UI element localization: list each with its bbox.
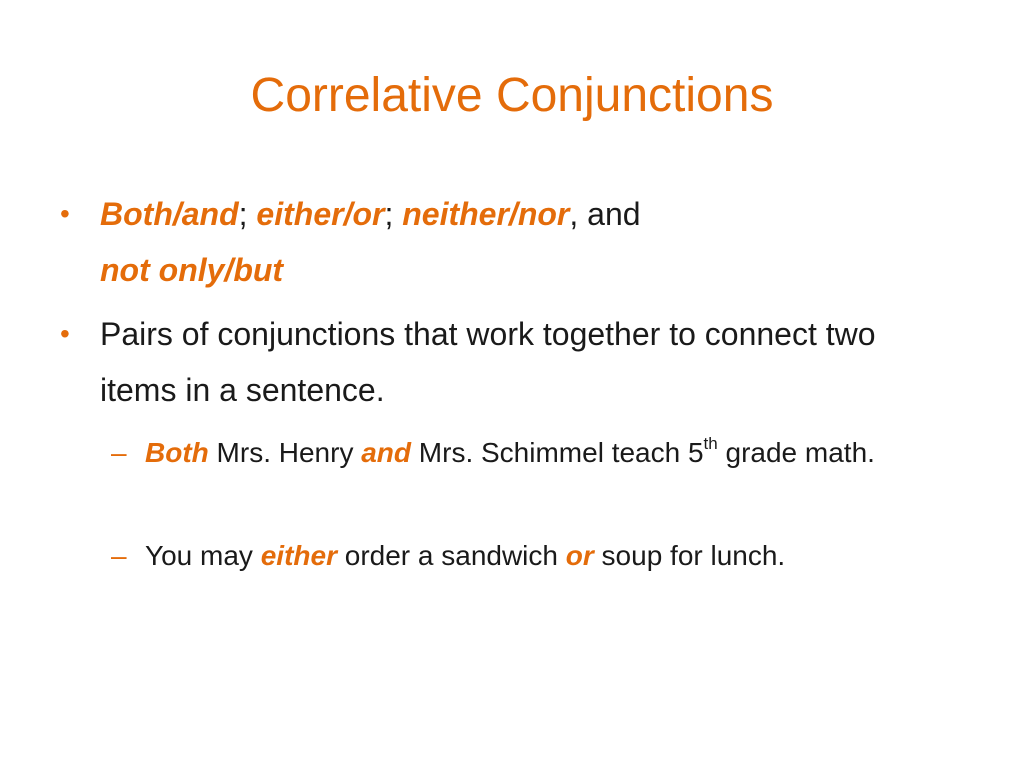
example-keyword: or	[565, 540, 594, 571]
ordinal-superscript: th	[703, 433, 718, 453]
term-not-only-but: not only/but	[100, 252, 284, 288]
sub-bullet-marker: –	[111, 540, 127, 571]
term-neither-nor: neither/nor	[402, 196, 570, 232]
separator: ;	[238, 196, 248, 232]
separator: ;	[384, 196, 394, 232]
example-text: grade math.	[717, 437, 875, 468]
bullet-definition	[60, 306, 960, 418]
example-keyword: Both	[145, 437, 209, 468]
example-keyword: and	[361, 437, 412, 468]
sub-bullet-marker: –	[111, 437, 127, 468]
term-either-or: either/or	[256, 196, 385, 232]
separator: , and	[569, 196, 641, 232]
example-either-or	[111, 531, 905, 580]
example-text: You may	[145, 540, 261, 571]
example-both-and	[111, 428, 905, 477]
slide-title: Correlative Conjunctions	[250, 69, 774, 122]
bullet-marker: •	[60, 198, 70, 229]
definition-text: Pairs of conjunctions that work together to connect two items in a sentence.	[100, 316, 876, 408]
example-text: Mrs. Henry	[208, 437, 362, 468]
example-text: Mrs. Schimmel teach 5	[411, 437, 704, 468]
example-text: order a sandwich	[336, 540, 566, 571]
bullet-correlative-pairs	[60, 186, 960, 298]
example-keyword: either	[260, 540, 337, 571]
term-both-and: Both/and	[100, 196, 239, 232]
bullet-marker: •	[60, 318, 70, 349]
example-text: soup for lunch.	[593, 540, 786, 571]
